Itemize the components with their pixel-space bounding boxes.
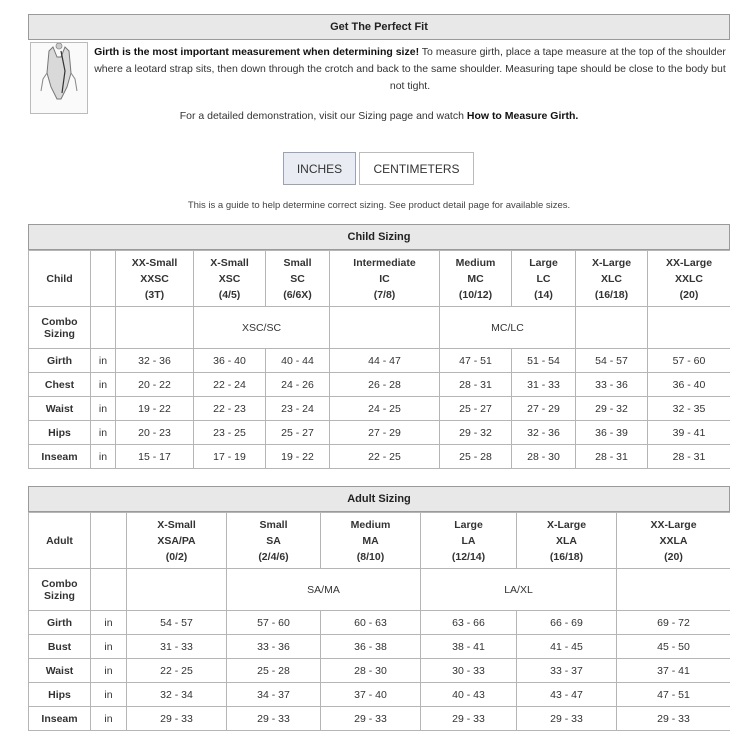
measure-value: 23 - 24 (266, 397, 330, 421)
adult-measure-row (29, 635, 730, 659)
child-size-header: Large LC (14) (512, 251, 576, 307)
child-size-table (28, 250, 730, 469)
measure-value: 57 - 60 (227, 611, 321, 635)
child-size-header: Intermediate IC (7/8) (330, 251, 440, 307)
measure-label: Bust (29, 635, 91, 659)
measure-value: 22 - 24 (194, 373, 266, 397)
measure-value: 57 - 60 (648, 349, 730, 373)
measure-value: 23 - 25 (194, 421, 266, 445)
measure-value: 32 - 35 (648, 397, 730, 421)
measure-value: 25 - 28 (440, 445, 512, 469)
child-size-header: X-Small XSC (4/5) (194, 251, 266, 307)
measure-value: 28 - 31 (440, 373, 512, 397)
measure-value: 66 - 69 (517, 611, 617, 635)
measure-value: 32 - 36 (512, 421, 576, 445)
measure-value: 28 - 31 (576, 445, 648, 469)
measure-value: 25 - 27 (266, 421, 330, 445)
adult-corner-label: Adult (29, 513, 91, 569)
measure-value: 60 - 63 (321, 611, 421, 635)
measure-value: 51 - 54 (512, 349, 576, 373)
measure-value: 22 - 25 (330, 445, 440, 469)
measure-value: 27 - 29 (330, 421, 440, 445)
child-combo-b: MC/LC (440, 307, 576, 349)
measure-value: 28 - 30 (512, 445, 576, 469)
adult-size-header: Medium MA (8/10) (321, 513, 421, 569)
girth-instructions: Girth is the most important measurement when determining size! To measure girth, place a tape measure at the top of the shoulder where a leotard strap sits, then down through the crotch and back to the same shoulder. Measuring tape should be close to the body but not tight. (94, 46, 726, 92)
measure-label: Hips (29, 683, 91, 707)
measure-value: 29 - 32 (440, 421, 512, 445)
adult-combo-a: SA/MA (227, 569, 421, 611)
child-size-header: XX-Small XXSC (3T) (116, 251, 194, 307)
measure-value: 47 - 51 (440, 349, 512, 373)
measure-label: Inseam (29, 707, 91, 731)
child-measure-row (29, 349, 730, 373)
unit-cell: in (91, 707, 127, 731)
measure-label: Hips (29, 421, 91, 445)
measure-value: 32 - 36 (116, 349, 194, 373)
measure-value: 44 - 47 (330, 349, 440, 373)
measure-value: 37 - 41 (617, 659, 730, 683)
adult-size-header-row (29, 513, 730, 569)
child-measure-row (29, 397, 730, 421)
child-combo-a: XSC/SC (194, 307, 330, 349)
unit-cell: in (91, 445, 116, 469)
measure-value: 19 - 22 (116, 397, 194, 421)
unit-cell: in (91, 683, 127, 707)
measure-value: 26 - 28 (330, 373, 440, 397)
adult-combo-b: LA/XL (421, 569, 617, 611)
measure-value: 15 - 17 (116, 445, 194, 469)
measure-value: 33 - 36 (576, 373, 648, 397)
measure-label: Waist (29, 397, 91, 421)
measure-value: 36 - 40 (648, 373, 730, 397)
adult-size-header: Small SA (2/4/6) (227, 513, 321, 569)
unit-toggle (283, 152, 474, 185)
measure-value: 22 - 23 (194, 397, 266, 421)
measure-value: 31 - 33 (512, 373, 576, 397)
measure-value: 45 - 50 (617, 635, 730, 659)
measure-value: 32 - 34 (127, 683, 227, 707)
measure-value: 40 - 43 (421, 683, 517, 707)
adult-size-header: X-Small XSA/PA (0/2) (127, 513, 227, 569)
leotard-measure-illustration (30, 42, 88, 114)
measure-value: 29 - 33 (321, 707, 421, 731)
measure-value: 25 - 28 (227, 659, 321, 683)
measure-value: 36 - 38 (321, 635, 421, 659)
measure-value: 29 - 33 (617, 707, 730, 731)
adult-measure-row (29, 683, 730, 707)
measure-value: 41 - 45 (517, 635, 617, 659)
measure-label: Chest (29, 373, 91, 397)
adult-size-header: X-Large XLA (16/18) (517, 513, 617, 569)
measure-value: 47 - 51 (617, 683, 730, 707)
child-size-header-row (29, 251, 730, 307)
measure-value: 30 - 33 (421, 659, 517, 683)
measure-value: 20 - 22 (116, 373, 194, 397)
measure-value: 33 - 37 (517, 659, 617, 683)
adult-combo-row (29, 569, 730, 611)
adult-measure-row (29, 707, 730, 731)
measure-value: 37 - 40 (321, 683, 421, 707)
unit-cell: in (91, 611, 127, 635)
unit-cell: in (91, 397, 116, 421)
measure-label: Girth (29, 611, 91, 635)
measure-label: Inseam (29, 445, 91, 469)
measure-value: 36 - 39 (576, 421, 648, 445)
adult-sizing-title: Adult Sizing (347, 493, 411, 505)
child-combo-row (29, 307, 730, 349)
child-sizing-header (28, 224, 730, 250)
child-measure-row (29, 373, 730, 397)
child-measure-row (29, 445, 730, 469)
adult-size-table (28, 512, 730, 731)
measure-value: 29 - 32 (576, 397, 648, 421)
measure-label: Girth (29, 349, 91, 373)
measure-value: 19 - 22 (266, 445, 330, 469)
adult-size-header: XX-Large XXLA (20) (617, 513, 730, 569)
unit-cell: in (91, 659, 127, 683)
child-corner-label: Child (29, 251, 91, 307)
child-measure-row (29, 421, 730, 445)
inches-button[interactable]: INCHES (283, 152, 356, 185)
measure-value: 34 - 37 (227, 683, 321, 707)
measure-value: 22 - 25 (127, 659, 227, 683)
unit-cell: in (91, 635, 127, 659)
measure-value: 28 - 30 (321, 659, 421, 683)
how-to-measure-girth-link[interactable]: How to Measure Girth. (466, 110, 579, 122)
measure-value: 25 - 27 (440, 397, 512, 421)
child-size-header: Medium MC (10/12) (440, 251, 512, 307)
girth-demo-line: For a detailed demonstration, visit our Sizing page and watch How to Measure Girth. (179, 110, 579, 122)
child-size-header: X-Large XLC (16/18) (576, 251, 648, 307)
measure-value: 43 - 47 (517, 683, 617, 707)
measure-value: 33 - 36 (227, 635, 321, 659)
unit-cell: in (91, 421, 116, 445)
child-sizing-title: Child Sizing (347, 231, 411, 243)
measure-value: 24 - 26 (266, 373, 330, 397)
measure-value: 31 - 33 (127, 635, 227, 659)
adult-measure-row (29, 611, 730, 635)
measure-value: 29 - 33 (421, 707, 517, 731)
child-size-header: Small SC (6/6X) (266, 251, 330, 307)
measure-value: 54 - 57 (576, 349, 648, 373)
measure-value: 36 - 40 (194, 349, 266, 373)
fit-header-title: Get The Perfect Fit (330, 21, 428, 33)
measure-label: Waist (29, 659, 91, 683)
child-size-header: XX-Large XXLC (20) (648, 251, 730, 307)
centimeters-button[interactable]: CENTIMETERS (359, 152, 474, 185)
measure-value: 54 - 57 (127, 611, 227, 635)
adult-size-header: Large LA (12/14) (421, 513, 517, 569)
measure-value: 28 - 31 (648, 445, 730, 469)
measure-value: 29 - 33 (517, 707, 617, 731)
unit-cell: in (91, 373, 116, 397)
measure-value: 20 - 23 (116, 421, 194, 445)
measure-value: 40 - 44 (266, 349, 330, 373)
measure-value: 29 - 33 (127, 707, 227, 731)
child-combo-label: Combo Sizing (29, 307, 91, 349)
measure-value: 27 - 29 (512, 397, 576, 421)
measure-value: 38 - 41 (421, 635, 517, 659)
measure-value: 69 - 72 (617, 611, 730, 635)
measure-value: 24 - 25 (330, 397, 440, 421)
measure-value: 17 - 19 (194, 445, 266, 469)
fit-header (28, 14, 730, 40)
adult-combo-label: Combo Sizing (29, 569, 91, 611)
unit-cell: in (91, 349, 116, 373)
measure-value: 29 - 33 (227, 707, 321, 731)
measure-value: 63 - 66 (421, 611, 517, 635)
adult-sizing-header (28, 486, 730, 512)
sizing-guide-note: This is a guide to help determine correct sizing. See product detail page for available sizes. (187, 200, 571, 211)
adult-measure-row (29, 659, 730, 683)
measure-value: 39 - 41 (648, 421, 730, 445)
